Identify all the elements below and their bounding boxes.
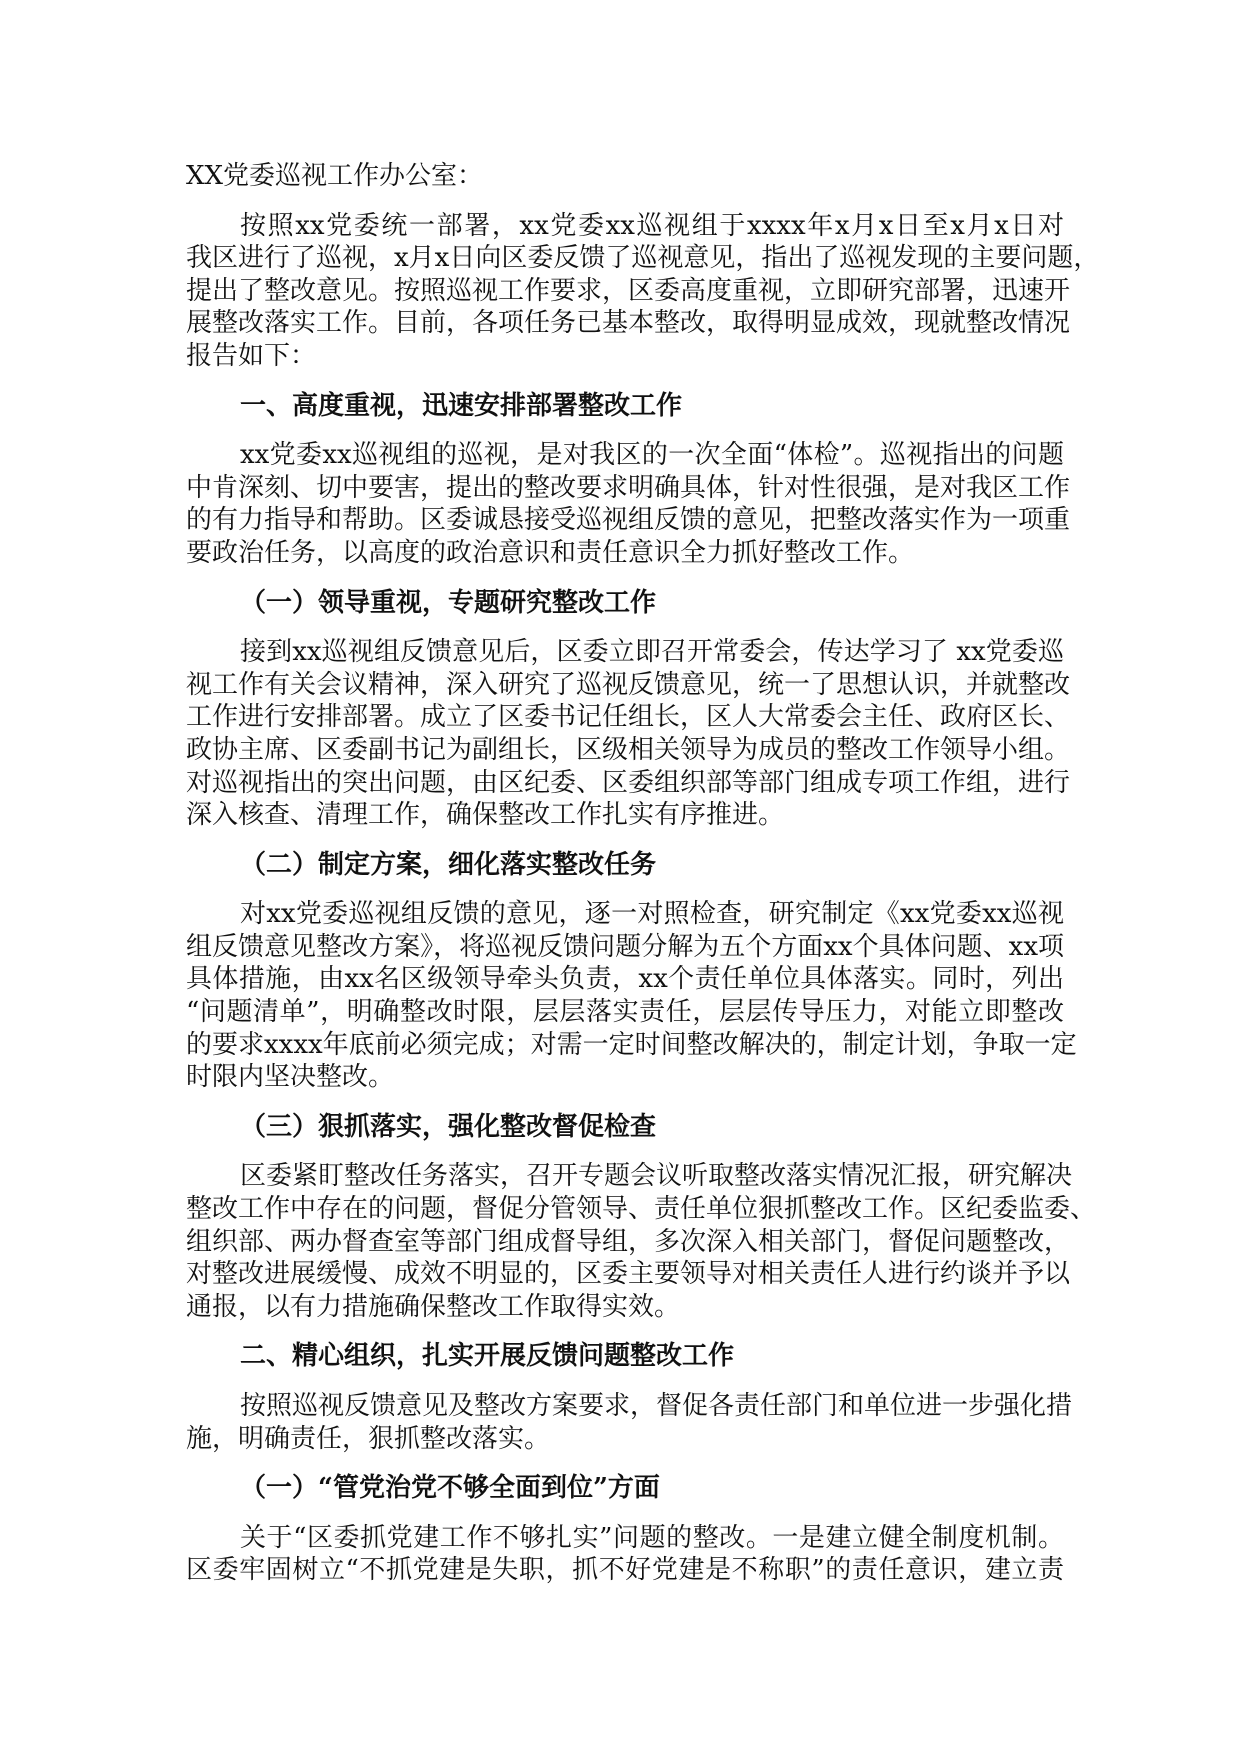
paragraph-line: 时限内坚决整改。 (186, 1062, 395, 1093)
paragraph (186, 1160, 1097, 1323)
paragraph-line: 对整改进展缓慢、成效不明显的，区委主要领导对相关责任人进行约谈并予以 (186, 1259, 1071, 1290)
paragraph-line: 组反馈意见整改方案》，将巡视反馈问题分解为五个方面xx个具体问题、xx项 (186, 931, 1064, 962)
paragraph-line: 中肯深刻、切中要害，提出的整改要求明确具体，针对性很强，是对我区工作 (186, 472, 1071, 503)
paragraph-line: 具体措施，由xx名区级领导牵头负责，xx个责任单位具体落实。同时，列出 (186, 964, 1064, 995)
subsection-heading: （一）“管党治党不够全面到位”方面 (240, 1473, 660, 1504)
paragraph-line: 按照xx党委统一部署，xx党委xx巡视组于xxxx年x月x日至x月x日对 (240, 210, 1064, 241)
paragraph-line: 我区进行了巡视，x月x日向区委反馈了巡视意见，指出了巡视发现的主要问题， (186, 243, 1100, 274)
paragraph (186, 210, 1100, 373)
paragraph (186, 1390, 1073, 1455)
subsection-heading: （二）制定方案，细化落实整改任务 (240, 849, 657, 880)
paragraph-line: 对巡视指出的突出问题，由区纪委、区委组织部等部门组成专项工作组，进行 (186, 767, 1071, 798)
paragraph-line: 施，明确责任，狠抓整改落实。 (186, 1423, 551, 1454)
paragraph-line: 区委紧盯整改任务落实，召开专题会议听取整改落实情况汇报，研究解决 (240, 1161, 1073, 1192)
salutation: XX党委巡视工作办公室： (186, 161, 484, 191)
paragraph-line: 展整改落实工作。目前，各项任务已基本整改，取得明显成效，现就整改情况 (186, 308, 1071, 339)
paragraph-line: 的要求xxxx年底前必须完成；对需一定时间整改解决的，制定计划，争取一定 (186, 1029, 1077, 1060)
paragraph-line: 提出了整改意见。按照巡视工作要求，区委高度重视，立即研究部署，迅速开 (186, 275, 1071, 306)
paragraph-line: 整改工作中存在的问题，督促分管领导、责任单位狠抓整改工作。区纪委监委、 (186, 1194, 1097, 1225)
paragraph-line: 工作进行安排部署。成立了区委书记任组长，区人大常委会主任、政府区长、 (186, 702, 1071, 733)
paragraph (186, 1522, 1064, 1587)
paragraph-line: 组织部、两办督查室等部门组成督导组，多次深入相关部门，督促问题整改， (186, 1226, 1071, 1257)
document-body (186, 210, 1100, 1587)
paragraph-line: “问题清单”，明确整改时限，层层落实责任，层层传导压力，对能立即整改 (186, 997, 1064, 1028)
paragraph (186, 898, 1077, 1094)
paragraph-line: 对xx党委巡视组反馈的意见，逐一对照检查，研究制定《xx党委xx巡视 (240, 899, 1064, 930)
paragraph-line: 的有力指导和帮助。区委诚恳接受巡视组反馈的意见，把整改落实作为一项重 (186, 505, 1071, 536)
paragraph (186, 636, 1071, 832)
paragraph-line: 接到xx巡视组反馈意见后，区委立即召开常委会，传达学习了 xx党委巡 (240, 637, 1064, 668)
paragraph-line: 关于“区委抓党建工作不够扎实”问题的整改。一是建立健全制度机制。 (240, 1522, 1064, 1553)
paragraph-line: 报告如下： (186, 340, 317, 371)
paragraph-line: 深入核查、清理工作，确保整改工作扎实有序推进。 (186, 800, 785, 831)
subsection-heading: （一）领导重视，专题研究整改工作 (240, 587, 657, 618)
paragraph-line: 视工作有关会议精神，深入研究了巡视反馈意见，统一了思想认识，并就整改 (186, 669, 1071, 700)
paragraph-line: 通报，以有力措施确保整改工作取得实效。 (186, 1291, 681, 1322)
paragraph-line: 区委牢固树立“不抓党建是失职，抓不好党建是不称职”的责任意识，建立责 (186, 1555, 1064, 1586)
subsection-heading: （三）狠抓落实，强化整改督促检查 (240, 1111, 657, 1142)
paragraph (186, 439, 1071, 569)
paragraph-line: 按照巡视反馈意见及整改方案要求，督促各责任部门和单位进一步强化措 (240, 1391, 1073, 1421)
document-page (186, 160, 1100, 1604)
section-heading: 二、精心组织，扎实开展反馈问题整改工作 (240, 1341, 735, 1372)
section-heading: 一、高度重视，迅速安排部署整改工作 (240, 390, 683, 421)
paragraph-line: 政协主席、区委副书记为副组长，区级相关领导为成员的整改工作领导小组。 (186, 734, 1071, 765)
paragraph-line: 要政治任务，以高度的政治意识和责任意识全力抓好整改工作。 (186, 537, 915, 568)
paragraph-line: xx党委xx巡视组的巡视，是对我区的一次全面“体检”。巡视指出的问题 (240, 440, 1064, 471)
